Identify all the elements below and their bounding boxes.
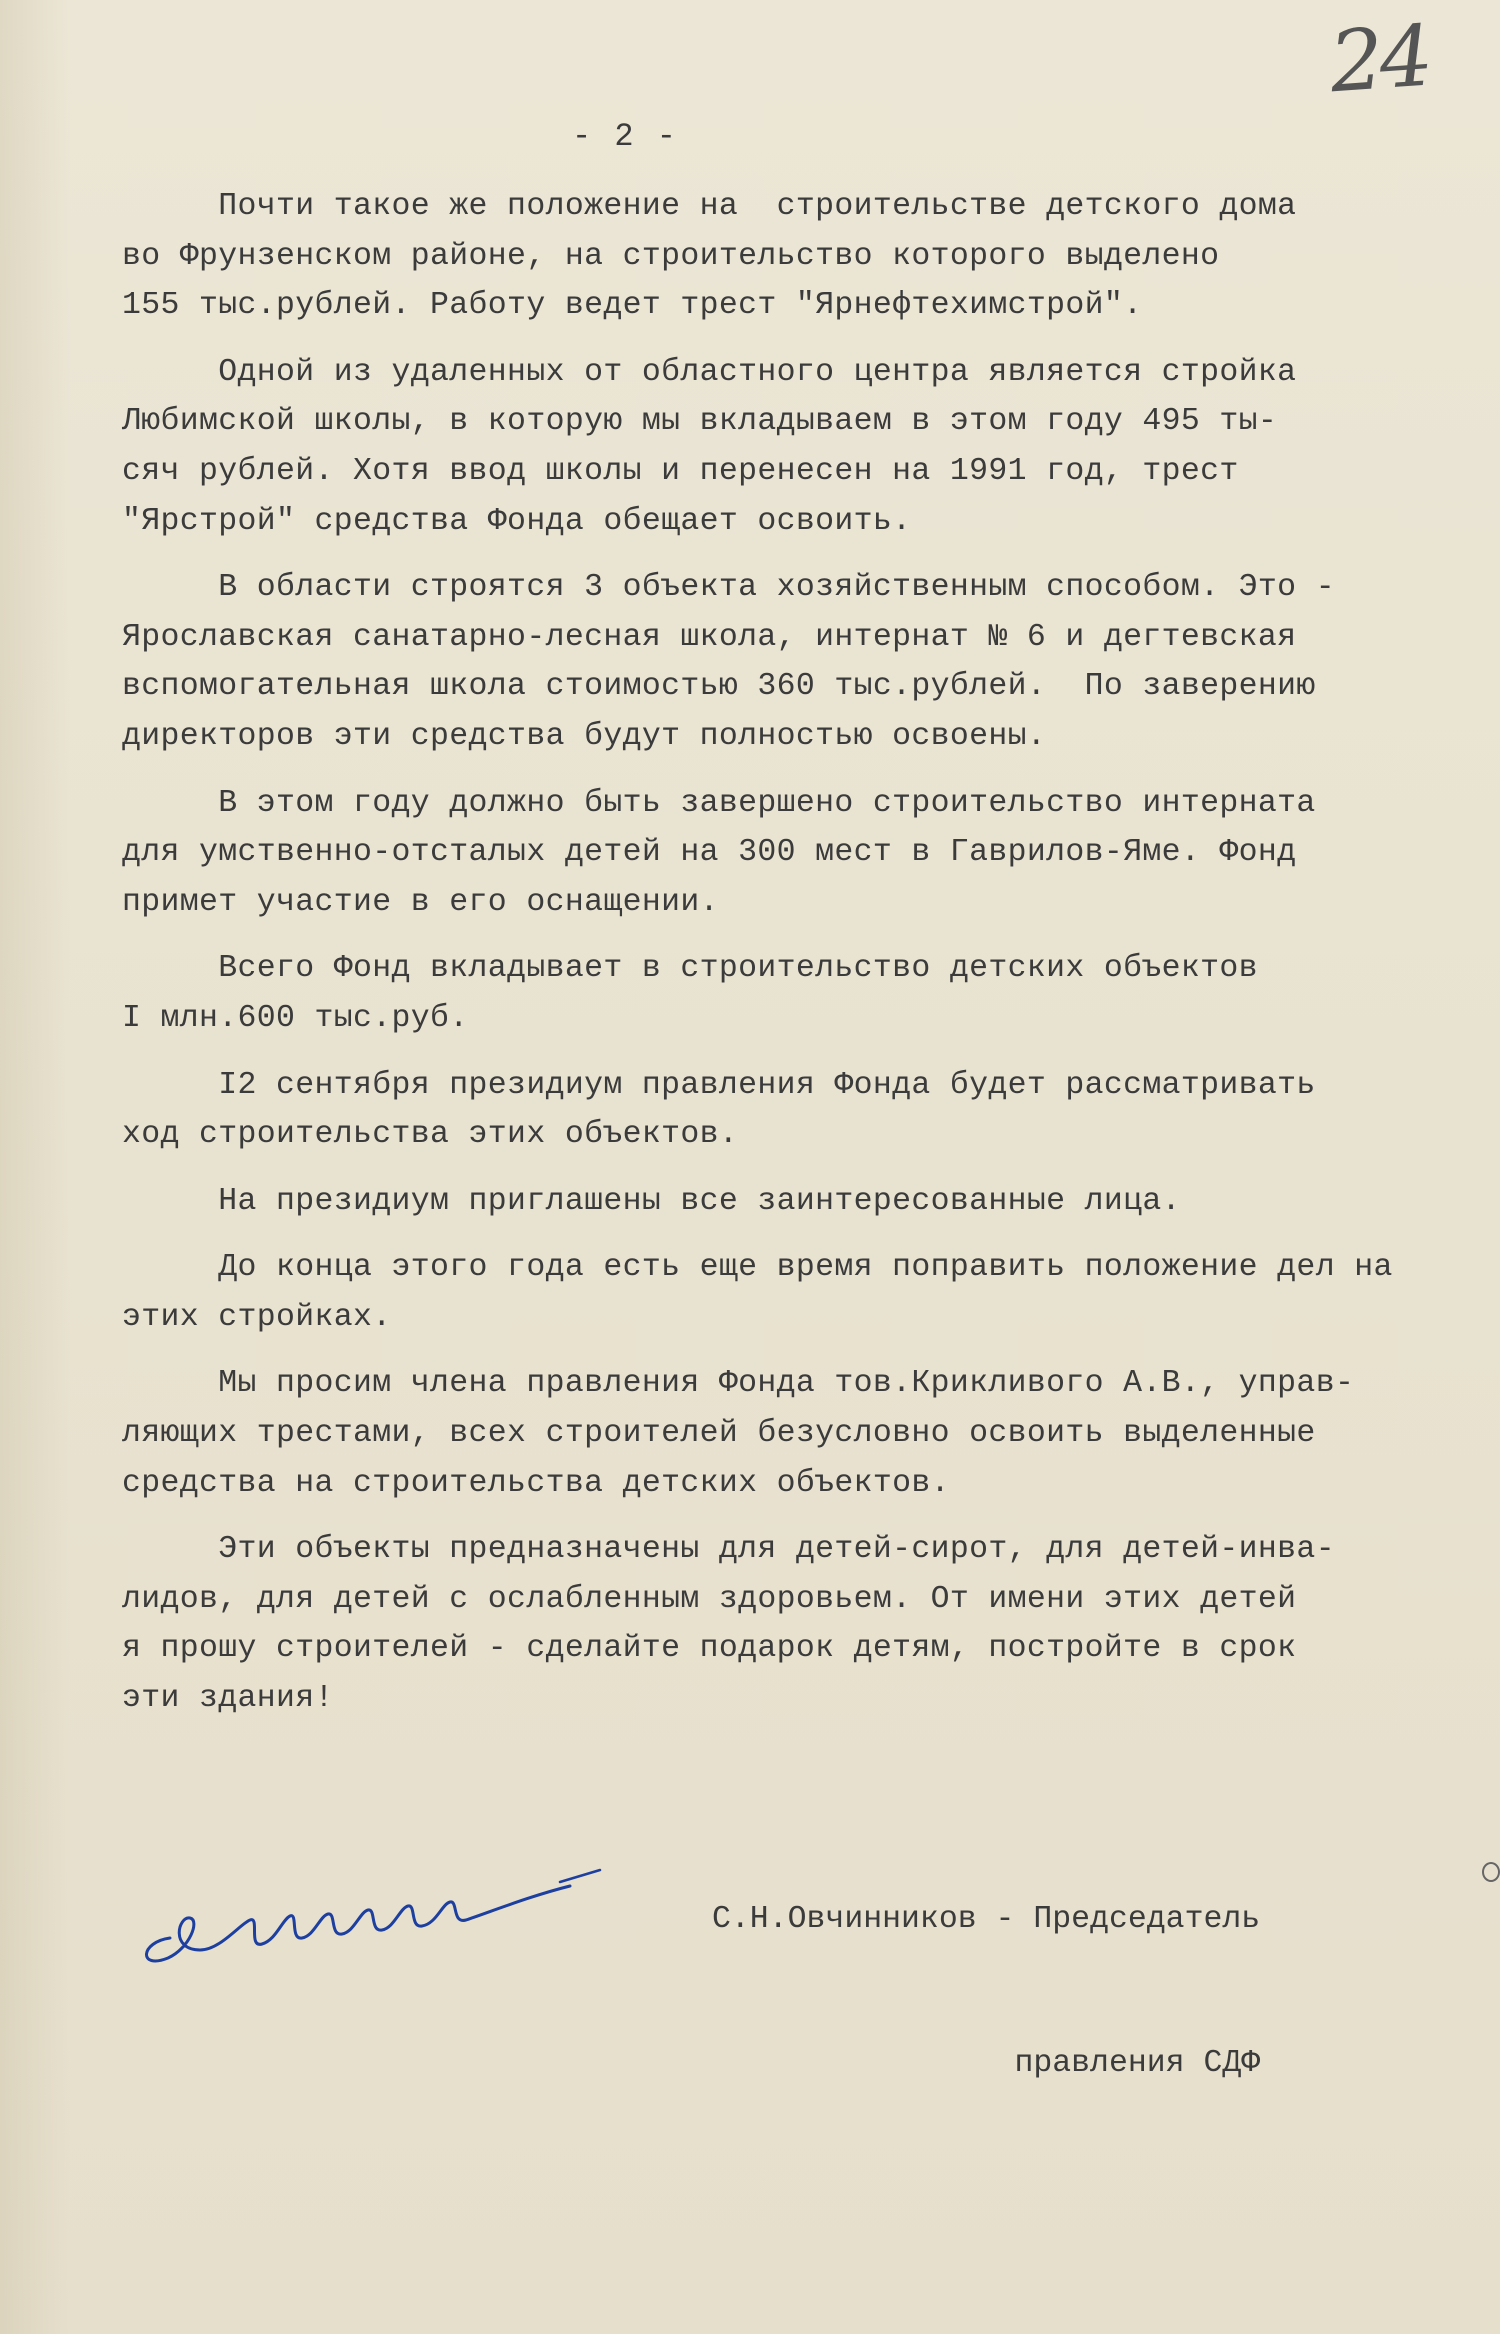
text-line: I2 сентября президиум правления Фонда будет рассматривать — [122, 1067, 1316, 1103]
text-line: ход строительства этих объектов. — [122, 1117, 739, 1153]
text-line: этих стройках. — [122, 1299, 392, 1335]
text-line: лидов, для детей с ослабленным здоровьем. От имени этих детей — [122, 1581, 1297, 1617]
paragraph — [122, 1359, 1442, 1508]
paragraph — [122, 1243, 1442, 1342]
text-line: I млн.600 тыс.руб. — [122, 1000, 469, 1036]
archive-page-number: 24 — [1326, 6, 1433, 112]
edge-punch-mark — [1482, 1862, 1500, 1882]
text-line: я прошу строителей - сделайте подарок детям, постройте в срок — [122, 1631, 1297, 1667]
text-line: Ярославская санатарно-лесная школа, интернат № 6 и дегтевская — [122, 619, 1297, 655]
text-line: 155 тыс.рублей. Работу ведет трест "Ярнефтехимстрой". — [122, 288, 1143, 324]
text-line: Всего Фонд вкладывает в строительство детских объектов — [122, 951, 1258, 987]
paragraph — [122, 1525, 1442, 1723]
paper-edge-shadow — [0, 0, 70, 2334]
text-line: На президиум приглашены все заинтересованные лица. — [122, 1183, 1181, 1219]
paragraph — [122, 563, 1442, 761]
text-line: Любимской школы, в которую мы вкладываем в этом году 495 ты- — [122, 404, 1278, 440]
text-line: для умственно-отсталых детей на 300 мест в Гаврилов-Яме. Фонд — [122, 835, 1297, 871]
paragraph — [122, 779, 1442, 928]
signer-line-1: С.Н.Овчинников - Председатель — [712, 1902, 1261, 1937]
text-line: директоров эти средства будут полностью освоены. — [122, 718, 1047, 754]
handwritten-signature — [130, 1820, 610, 1970]
text-line: Одной из удаленных от областного центра является стройка — [122, 354, 1297, 390]
text-line: Мы просим члена правления Фонда тов.Крикливого А.В., управ- — [122, 1366, 1355, 1402]
paragraph — [122, 348, 1442, 546]
text-line: эти здания! — [122, 1681, 334, 1717]
document-body — [122, 182, 1442, 1741]
text-line: ляющих трестами, всех строителей безусловно освоить выделенные — [122, 1416, 1316, 1452]
text-line: В этом году должно быть завершено строительство интерната — [122, 785, 1316, 821]
text-line: Почти такое же положение на строительстве детского дома — [122, 189, 1297, 224]
paragraph — [122, 1061, 1442, 1160]
page-number: - 2 - — [571, 118, 678, 155]
text-line: До конца этого года есть еще время поправить положение дел на — [122, 1250, 1393, 1286]
signer-block — [712, 1800, 1260, 2184]
text-line: сяч рублей. Хотя ввод школы и перенесен на 1991 год, трест — [122, 453, 1239, 489]
text-line: средства на строительства детских объектов. — [122, 1465, 950, 1501]
paragraph — [122, 944, 1442, 1043]
text-line: Эти объекты предназначены для детей-сирот, для детей-инва- — [122, 1532, 1335, 1568]
text-line: "Ярстрой" средства Фонда обещает освоить. — [122, 503, 912, 539]
paragraph — [122, 182, 1442, 331]
paragraph — [122, 1177, 1442, 1227]
signer-line-2: правления СДФ — [712, 2046, 1261, 2081]
text-line: В области строятся 3 объекта хозяйственным способом. Это - — [122, 570, 1335, 606]
text-line: вспомогательная школа стоимостью 360 тыс.рублей. По заверению — [122, 669, 1316, 705]
text-line: примет участие в его оснащении. — [122, 884, 719, 920]
text-line: во Фрунзенском районе, на строительство которого выделено — [122, 238, 1220, 274]
